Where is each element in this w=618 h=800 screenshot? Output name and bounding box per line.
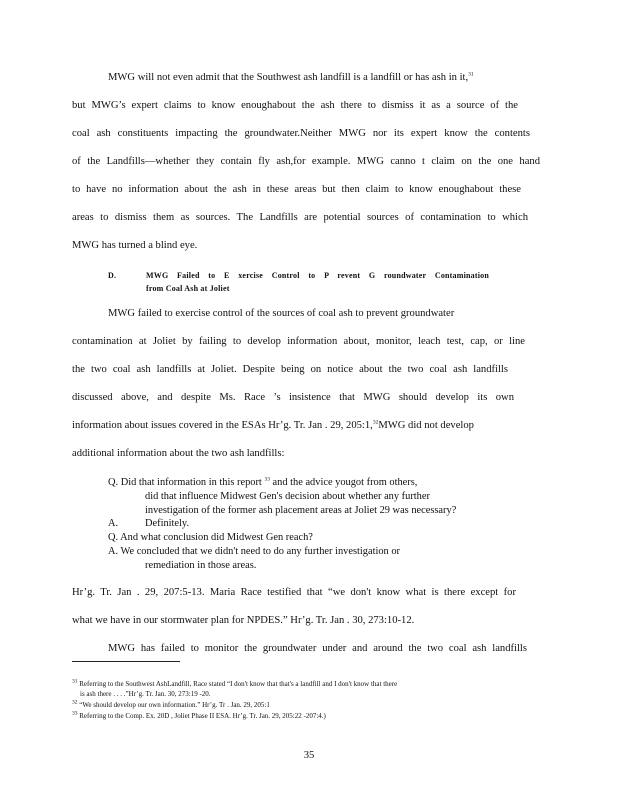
footnote-32: $^{32}$ “We should develop our own information.” Hr’g. Tr . Jan. 29, 205:1 [72, 699, 270, 709]
quote-q1-line3: investigation of the former ash placement areas at Joliet 29 was necessary? [145, 505, 457, 516]
para1-line3: coal ash constituents impacting the groundwater.Neither MWG nor its expert know the contents [72, 128, 530, 139]
footnote-ref-32: 32 [372, 419, 379, 426]
footnote-ref-31: 31 [468, 71, 474, 78]
quote-q2: Q. And what conclusion did Midwest Gen reach? [108, 532, 313, 543]
para2-line1: MWG failed to exercise control of the sources of coal ash to prevent groundwater [108, 308, 455, 319]
para2-line5: information about issues covered in the ESAs Hr’g. Tr. Jan . 29, 205:1,32MWG did not develop [72, 419, 474, 431]
footnote-33: $^{33}$ Referring to the Comp. Ex. 20D , Joliet Phase II ESA. Hr’g. Tr. Jan. 29, 205:22 -207:4.) [72, 710, 326, 720]
para4-line1: MWG has failed to monitor the groundwater under and around the two coal ash landfills [108, 643, 527, 654]
quote-a1-label: A. [108, 518, 119, 529]
quote-a2-line1: A. We concluded that we didn't need to do any further investigation or [108, 546, 400, 557]
footnote-31-line1: $^{31}$ Referring to the Southwest AshLandfill, Race stated “I don't know that that's a landfill and I don't know that there [72, 678, 398, 688]
footnote-31-line2: is ash there . . . .”Hr’g. Tr. Jan. 30, 273:19 -20. [80, 690, 211, 698]
para2-line3: the two coal ash landfills at Joliet. Despite being on notice about the two coal ash landfills [72, 364, 508, 375]
para3-line2: what we have in our stormwater plan for NPDES.” Hr’g. Tr. Jan . 30, 273:10-12. [72, 615, 415, 626]
para2-line2: contamination at Joliet by failing to develop information about, monitor, leach test, cap, or line [72, 336, 525, 347]
section-letter: D. [108, 271, 117, 280]
section-heading-line1: MWG Failed to E xercise Control to P revent G roundwater Contamination [146, 271, 489, 280]
quote-q1-line1: Q. Did that information in this report $^{33}$ and the advice yougot from others, [108, 476, 418, 488]
para1-line2: but MWG’s expert claims to know enoughabout the ash there to dismiss it as a source of the [72, 100, 518, 111]
quote-a2-line2: remediation in those areas. [145, 560, 257, 571]
quote-q1-line2: did that influence Midwest Gen's decision about whether any further [145, 491, 430, 502]
para1-line6: areas to dismiss them as sources. The Landfills are potential sources of contamination to which [72, 212, 528, 223]
footnote-separator [72, 661, 180, 662]
para3-line1: Hr’g. Tr. Jan . 29, 207:5-13. Maria Race testified that “we don't know what is there except for [72, 587, 516, 598]
para1-line7: MWG has turned a blind eye. [72, 240, 198, 251]
page-number: 35 [303, 750, 315, 761]
section-heading-line2: from Coal Ash at Joliet [146, 284, 230, 293]
para1-line1: MWG will not even admit that the Southwest ash landfill is a landfill or has ash in it,$^{31}$ [108, 71, 474, 83]
footnote-ref-33: 33 [264, 476, 270, 483]
quote-a1: Definitely. [145, 518, 190, 529]
para2-line4: discussed above, and despite Ms. Race ’s insistence that MWG should develop its own [72, 392, 514, 403]
para2-line6: additional information about the two ash landfills: [72, 448, 285, 459]
para1-line5: to have no information about the ash in these areas but then claim to know enoughabout these [72, 184, 521, 195]
para1-line4: of the Landfills—whether they contain fly ash,for example. MWG canno t claim on the one hand [72, 156, 540, 167]
